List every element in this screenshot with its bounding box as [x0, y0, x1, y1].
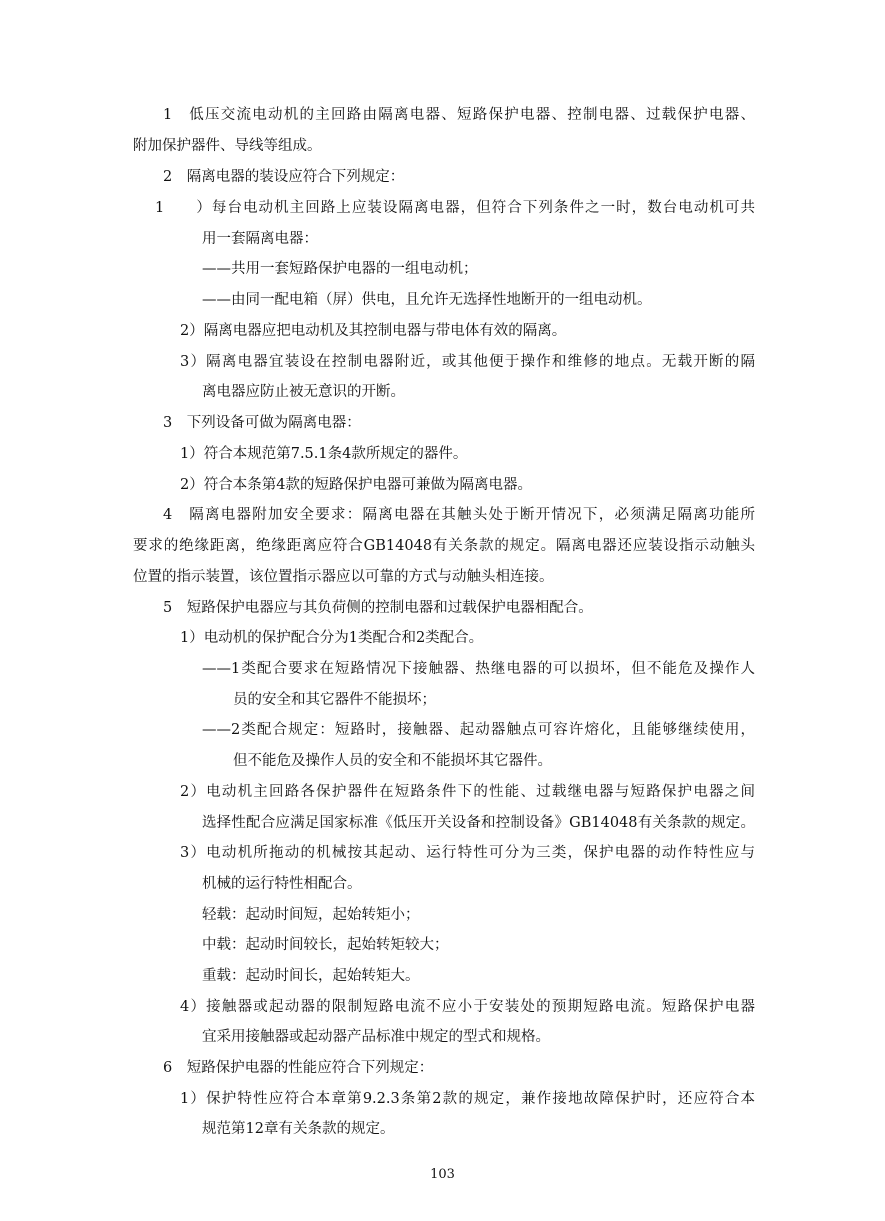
text-line: ——由同一配电箱（屏）供电，且允许无选择性地断开的一组电动机。: [202, 292, 652, 308]
text-line: 1 低压交流电动机的主回路由隔离电器、短路保护电器、控制电器、过载保护电器、: [163, 107, 755, 123]
text-line: 用一套隔离电器：: [202, 231, 318, 247]
text-line: 1）保护特性应符合本章第9.2.3条第2款的规定，兼作接地故障保护时，还应符合本: [180, 1091, 755, 1107]
text-line: 宜采用接触器或起动器产品标准中规定的型式和规格。: [202, 1029, 550, 1045]
text-line: 5 短路保护电器应与其负荷侧的控制电器和过载保护电器相配合。: [163, 600, 593, 616]
text-line: 机械的运行特性相配合。: [202, 876, 362, 892]
text-line: 6 短路保护电器的性能应符合下列规定：: [163, 1060, 434, 1076]
text-line: 3）电动机所拖动的机械按其起动、运行特性可分为三类，保护电器的动作特性应与: [180, 845, 755, 861]
text-line: 轻载：起动时间短，起始转矩小；: [202, 907, 420, 923]
text-line: ——1类配合要求在短路情况下接触器、热继电器的可以损坏，但不能危及操作人: [202, 661, 755, 677]
text-line: 位置的指示装置，该位置指示器应以可靠的方式与动触头相连接。: [133, 569, 554, 585]
text-line: 重载：起动时间长，起始转矩大。: [202, 968, 420, 984]
text-line: 1 ）每台电动机主回路上应装设隔离电器，但符合下列条件之一时，数台电动机可共: [155, 200, 755, 216]
text-line: 选择性配合应满足国家标准《低压开关设备和控制设备》GB14048有关条款的规定。: [202, 815, 755, 831]
text-line: 3 下列设备可做为隔离电器：: [163, 415, 361, 431]
text-line: 规范第12章有关条款的规定。: [202, 1121, 395, 1137]
page-number: 103: [430, 1167, 455, 1182]
text-line: 要求的绝缘距离，绝缘距离应符合GB14048有关条款的规定。隔离电器还应装设指示动触头: [133, 538, 755, 554]
text-line: ——2类配合规定：短路时，接触器、起动器触点可容许熔化，且能够继续使用，: [202, 722, 755, 738]
text-line: 2）隔离电器应把电动机及其控制电器与带电体有效的隔离。: [180, 323, 567, 339]
text-line: 1）电动机的保护配合分为1类配合和2类配合。: [180, 630, 484, 646]
text-line: 中载：起动时间较长，起始转矩较大；: [202, 937, 449, 953]
text-line: ——共用一套短路保护电器的一组电动机；: [202, 261, 478, 277]
text-line: 附加保护器件、导线等组成。: [133, 138, 322, 154]
text-line: 2）符合本条第4款的短路保护电器可兼做为隔离电器。: [180, 477, 532, 493]
text-line: 1）符合本规范第7.5.1条4款所规定的器件。: [180, 446, 468, 462]
text-line: 2 隔离电器的装设应符合下列规定：: [163, 169, 405, 185]
text-line: 3）隔离电器宜装设在控制电器附近，或其他便于操作和维修的地点。无载开断的隔: [180, 354, 755, 370]
text-line: 4 隔离电器附加安全要求：隔离电器在其触头处于断开情况下，必须满足隔离功能所: [163, 507, 755, 523]
text-line: 离电器应防止被无意识的开断。: [202, 384, 405, 400]
text-line: 但不能危及操作人员的安全和不能损坏其它器件。: [233, 753, 552, 769]
text-line: 4）接触器或起动器的限制短路电流不应小于安装处的预期短路电流。短路保护电器: [180, 999, 755, 1015]
text-line: 2）电动机主回路各保护器件在短路条件下的性能、过载继电器与短路保护电器之间: [180, 784, 755, 800]
text-line: 员的安全和其它器件不能损坏；: [233, 692, 436, 708]
